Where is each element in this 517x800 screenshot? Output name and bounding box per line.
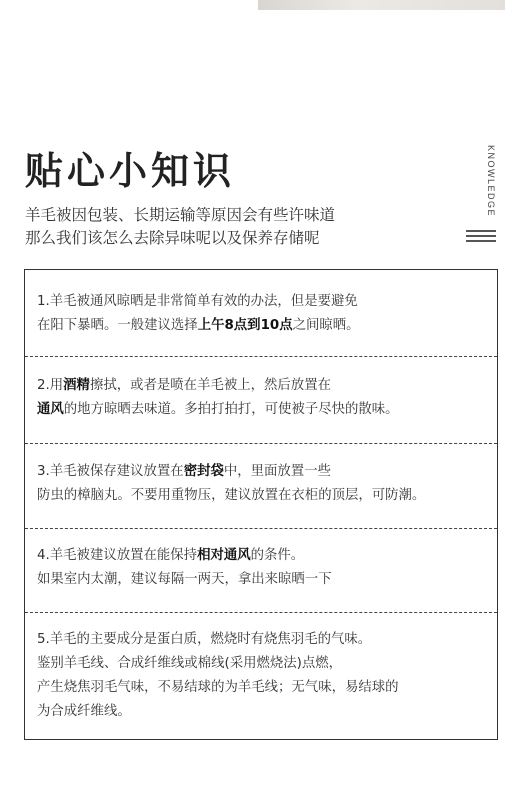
tip-4 [37, 544, 489, 592]
tip-text: 5.羊毛的主要成分是蛋白质，燃烧时有烧焦羽毛的气味。 [37, 632, 372, 647]
tip-text: 的条件。 [250, 548, 305, 563]
tip-line [37, 652, 489, 676]
tip-text: 1.羊毛被通风晾晒是非常简单有效的办法，但是要避免 [37, 294, 358, 309]
tip-text: 中，里面放置一些 [223, 464, 331, 479]
tip-line [37, 460, 489, 484]
tip-5 [37, 628, 489, 724]
tip-divider [25, 612, 497, 613]
tip-text: 为合成纤维线。 [37, 704, 131, 719]
tip-highlight: 通风 [37, 402, 64, 417]
tip-line [37, 568, 489, 592]
tip-line [37, 314, 489, 338]
tip-line [37, 700, 489, 724]
tip-2 [37, 374, 489, 422]
tip-text: 3.羊毛被保存建议放置在 [37, 464, 184, 479]
tip-3 [37, 460, 489, 508]
side-label: KNOWLEDGE [486, 145, 496, 218]
menu-lines-icon [466, 230, 496, 245]
tip-text: 4.羊毛被建议放置在能保持 [37, 548, 198, 563]
tip-line [37, 628, 489, 652]
tip-1 [37, 290, 489, 338]
tip-text: 之间晾晒。 [292, 318, 360, 333]
tip-line [37, 676, 489, 700]
tips-box [24, 269, 498, 740]
tip-line [37, 484, 489, 508]
tip-highlight: 酒精 [63, 378, 90, 393]
product-photo-strip [258, 0, 505, 10]
tip-text: 擦拭，或者是喷在羊毛被上，然后放置在 [89, 378, 331, 393]
tip-line [37, 398, 489, 422]
tip-highlight: 密封袋 [183, 464, 224, 479]
tip-line [37, 290, 489, 314]
tip-highlight: 上午8点到10点 [197, 318, 293, 333]
page-title: 贴心小知识 [25, 149, 236, 193]
tip-text: 在阳下暴晒。一般建议选择 [37, 318, 198, 333]
tip-line [37, 544, 489, 568]
tip-divider [25, 443, 497, 444]
tip-text: 的地方晾晒去味道。多拍打拍打，可使被子尽快的散味。 [63, 402, 399, 417]
tip-highlight: 相对通风 [197, 548, 251, 563]
subtitle-line-1: 羊毛被因包装、长期运输等原因会有些许味道 [25, 206, 336, 224]
tip-text: 产生烧焦羽毛气味，不易结球的为羊毛线；无气味，易结球的 [37, 680, 399, 695]
tip-divider [25, 356, 497, 357]
tip-line [37, 374, 489, 398]
subtitle-line-2: 那么我们该怎么去除异味呢以及保养存储呢 [25, 229, 320, 247]
tip-divider [25, 528, 497, 529]
tip-text: 2.用 [37, 378, 64, 393]
tip-text: 防虫的樟脑丸。不要用重物压，建议放置在衣柜的顶层，可防潮。 [37, 488, 426, 503]
tip-text: 鉴别羊毛线、合成纤维线或棉线(采用燃烧法)点燃， [37, 656, 343, 671]
tip-text: 如果室内太潮，建议每隔一两天，拿出来晾晒一下 [37, 572, 332, 587]
